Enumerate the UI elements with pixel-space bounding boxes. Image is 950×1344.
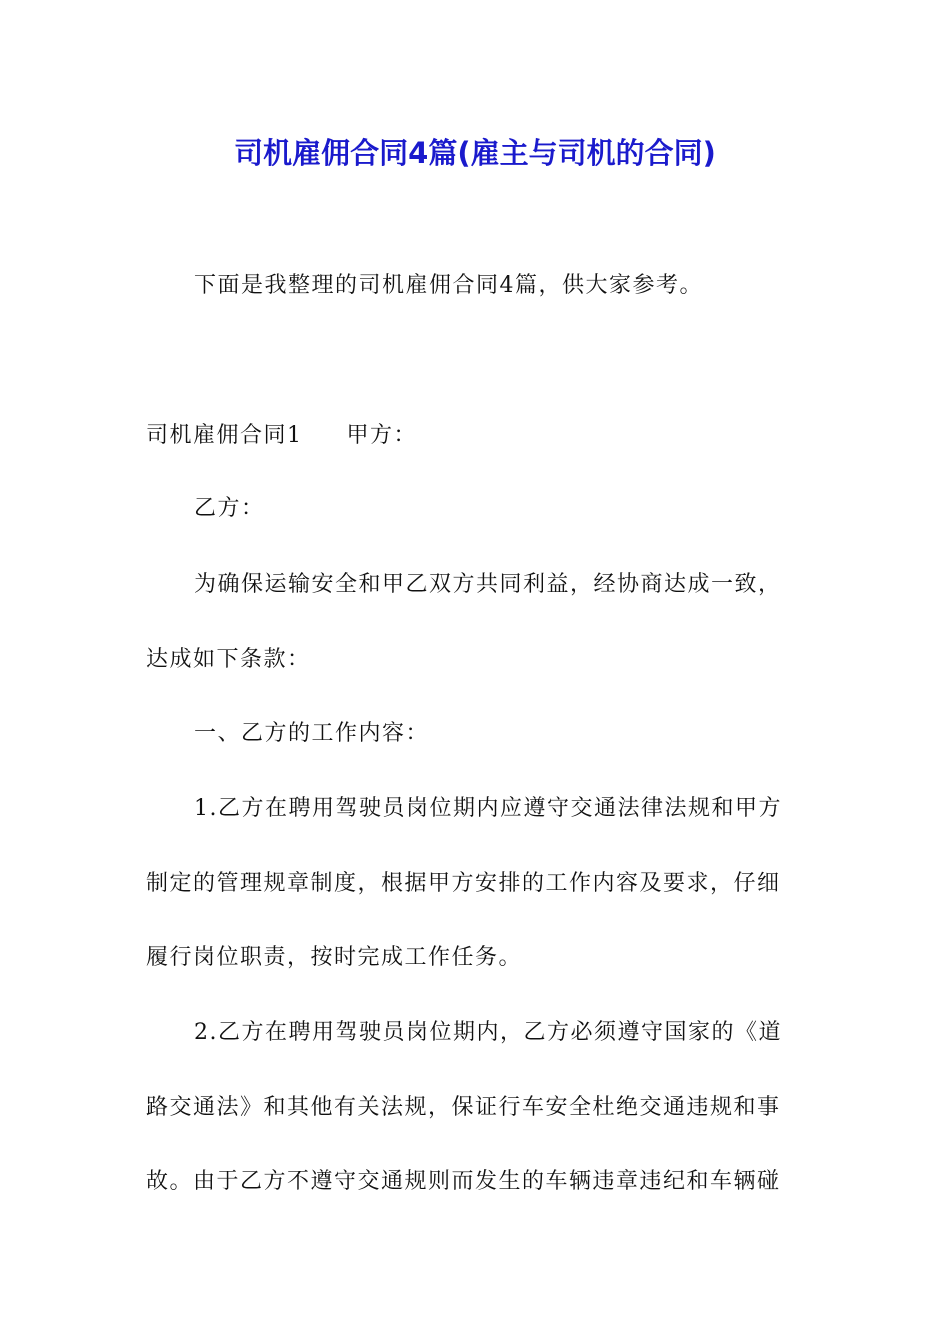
paragraph-line: 1.乙方在聘用驾驶员岗位期内应遵守交通法律法规和甲方 (194, 796, 782, 821)
party-b-label: 乙方： (194, 496, 265, 521)
paragraph-line: 履行岗位职责，按时完成工作任务。 (146, 945, 523, 970)
paragraph-line: 制定的管理规章制度，根据甲方安排的工作内容及要求，仔细 (146, 871, 781, 896)
contract-heading-line (146, 421, 417, 451)
paragraph-line: 路交通法》和其他有关法规，保证行车安全杜绝交通违规和事 (146, 1095, 781, 1120)
paragraph-line: 为确保运输安全和甲乙双方共同利益，经协商达成一致， (194, 572, 782, 597)
clause-heading: 一、乙方的工作内容： (194, 721, 430, 746)
intro-line: 下面是我整理的司机雇佣合同4篇，供大家参考。 (194, 273, 703, 298)
paragraph-line: 达成如下条款： (146, 647, 311, 672)
section-heading: 司机雇佣合同1 (146, 423, 303, 448)
paragraph-line: 故。由于乙方不遵守交通规则而发生的车辆违章违纪和车辆碰 (146, 1169, 781, 1194)
paragraph-line: 2.乙方在聘用驾驶员岗位期内，乙方必须遵守国家的《道 (194, 1020, 782, 1045)
party-a-label: 甲方： (346, 423, 418, 448)
document-title: 司机雇佣合同4篇(雇主与司机的合同) (234, 136, 716, 170)
